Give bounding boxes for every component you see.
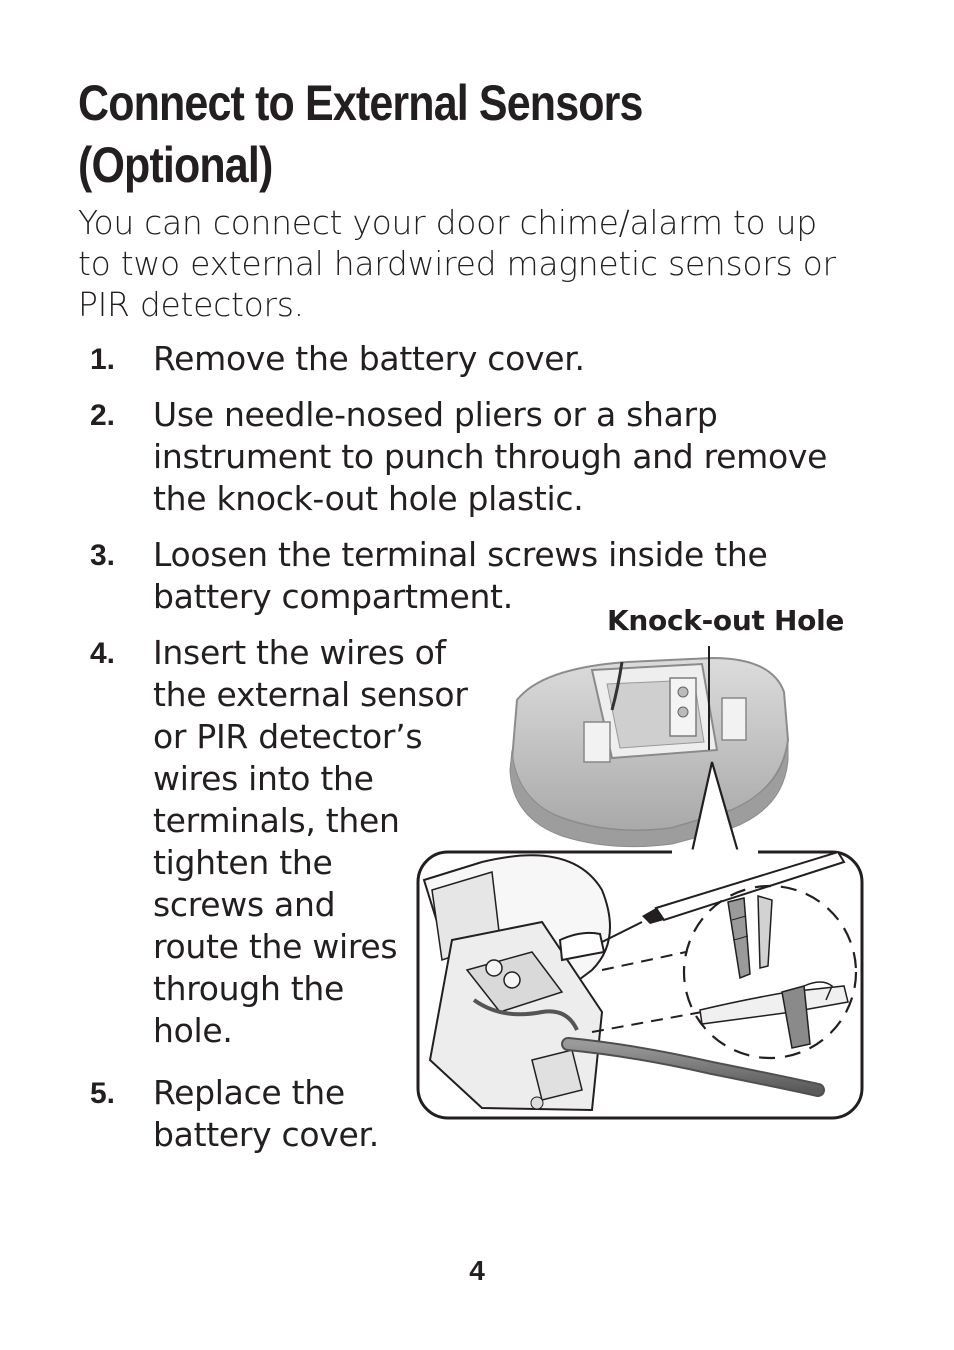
step-number: 5. (90, 1077, 116, 1110)
step-number: 3. (90, 539, 116, 572)
step-text: Remove the battery cover. (153, 339, 585, 378)
page-number: 4 (469, 1255, 485, 1286)
step-text: Loosen the terminal screws inside the battery compartment. (153, 535, 768, 616)
step-number: 4. (90, 637, 116, 670)
device-housing-photo (510, 658, 788, 847)
knock-out-hole-label: Knock-out Hole (607, 604, 845, 637)
title-line-1: Connect to External Sensors (78, 75, 643, 131)
title-line-2: (Optional) (78, 137, 273, 193)
step-text: Replace the battery cover. (153, 1073, 379, 1154)
step-number: 1. (90, 343, 116, 376)
chime-sensor-illustration (412, 640, 872, 1130)
page-title (78, 72, 869, 196)
detail-callout (418, 852, 862, 1118)
step-text: Use needle-nosed pliers or a sharp instrument to punch through and remove the knock-out hole plastic. (153, 395, 828, 518)
step-number: 2. (90, 399, 116, 432)
step-text: Insert the wires of the external sensor or PIR detector’s wires into the terminals, then tighten the screws and route the wires through the hole. (153, 633, 468, 1050)
intro-paragraph: You can connect your door chime/alarm to up to two external hardwired magnetic sensors or PIR detectors. (78, 203, 836, 324)
